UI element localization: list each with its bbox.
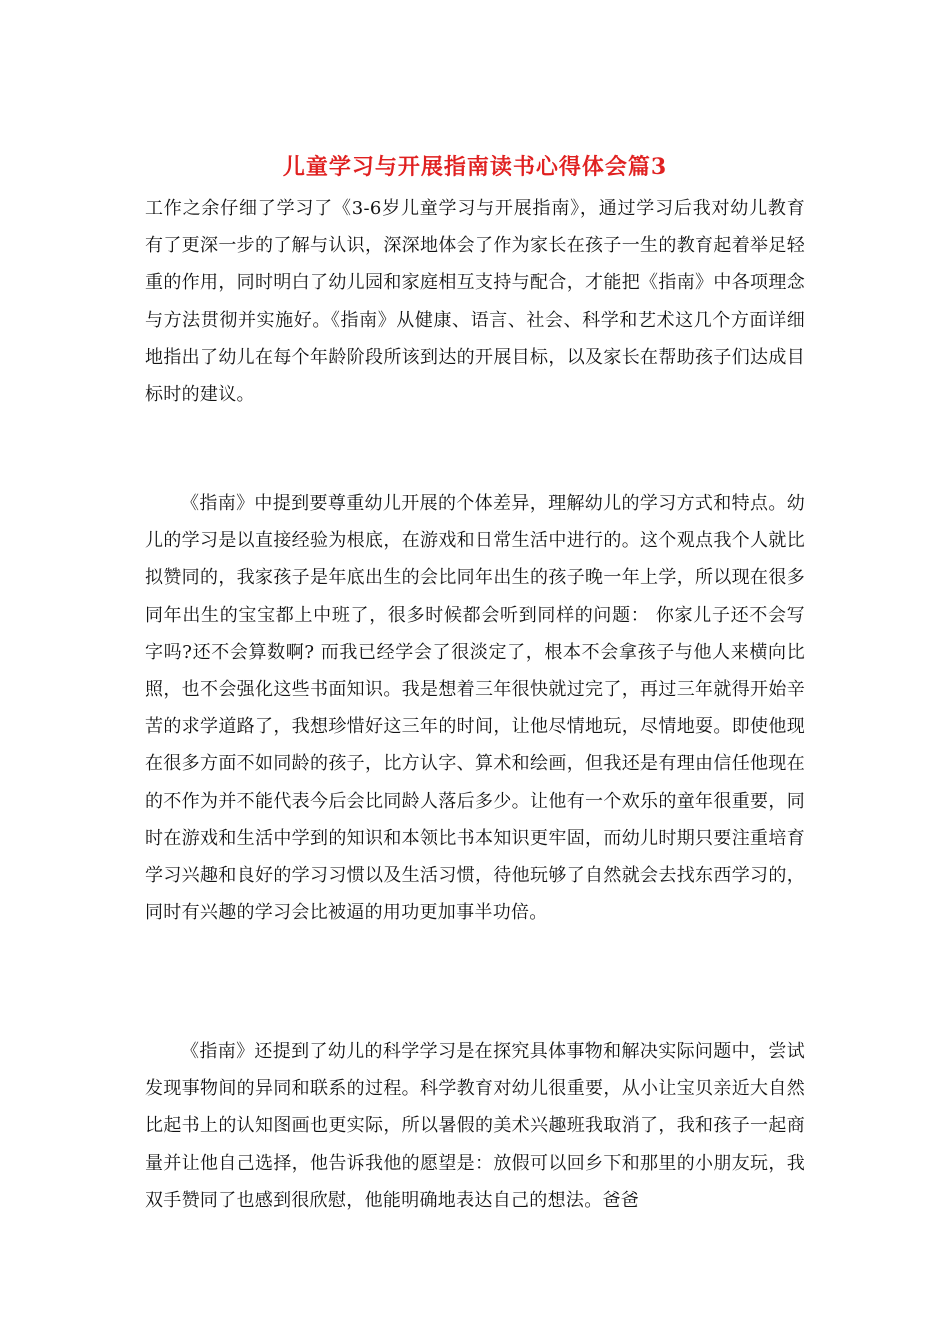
paragraph-1: 工作之余仔细了学习了《3-6岁儿童学习与开展指南》，通过学习后我对幼儿教育有了更深一步的了解与认识，深深地体会了作为家长在孩子一生的教育起着举足轻重的作用，同时明白了幼儿园和家庭相互支持与配合，才能把《指南》中各项理念与方法贯彻并实施好。《指南》从健康、语言、社会、科学和艺术这几个方面详细地指出了幼儿在每个年龄阶段所该到达的开展目标，以及家长在帮助孩子们达成目标时的建议。 bbox=[145, 198, 805, 406]
paragraph-2: 《指南》中提到要尊重幼儿开展的个体差异，理解幼儿的学习方式和特点。幼儿的学习是以直接经验为根底，在游戏和日常生活中进行的。这个观点我个人就比拟赞同的，我家孩子是年底出生的会比同年出生的孩子晚一年上学，所以现在很多同年出生的宝宝都上中班了，很多时候都会听到同样的问题： 你家儿子还不会写字吗?还不会算数啊? 而我已经学会了很淡定了，根本不会拿孩子与他人来横向比照，也不会强化这些书面知识。我是想着三年很快就过完了，再过三年就得开始辛苦的求学道路了，我想珍惜好这三年的时间，让他尽情地玩，尽情地耍。即使他现在很多方面不如同龄的孩子，比方认字、算术和绘画，但我还是有理由信任他现在的不作为并不能代表今后会比同龄人落后多少。让他有一个欢乐的童年很重要，同时在游戏和生活中学到的知识和本领比书本知识更牢固，而幼儿时期只要注重培育学习兴趣和良好的学习习惯以及生活习惯，待他玩够了自然就会去找东西学习的，同时有兴趣的学习会比被逼的用功更加事半功倍。 bbox=[145, 493, 805, 924]
document-title: 儿童学习与开展指南读书心得体会篇3 bbox=[282, 154, 668, 180]
paragraph-3: 《指南》还提到了幼儿的科学学习是在探究具体事物和解决实际问题中，尝试发现事物间的异同和联系的过程。科学教育对幼儿很重要，从小让宝贝亲近大自然比起书上的认知图画也更实际，所以暑假的美术兴趣班我取消了，我和孩子一起商量并让他自己选择，他告诉我他的愿望是：放假可以回乡下和那里的小朋友玩，我双手赞同了也感到很欣慰，他能明确地表达自己的想法。爸爸 bbox=[145, 1041, 805, 1211]
